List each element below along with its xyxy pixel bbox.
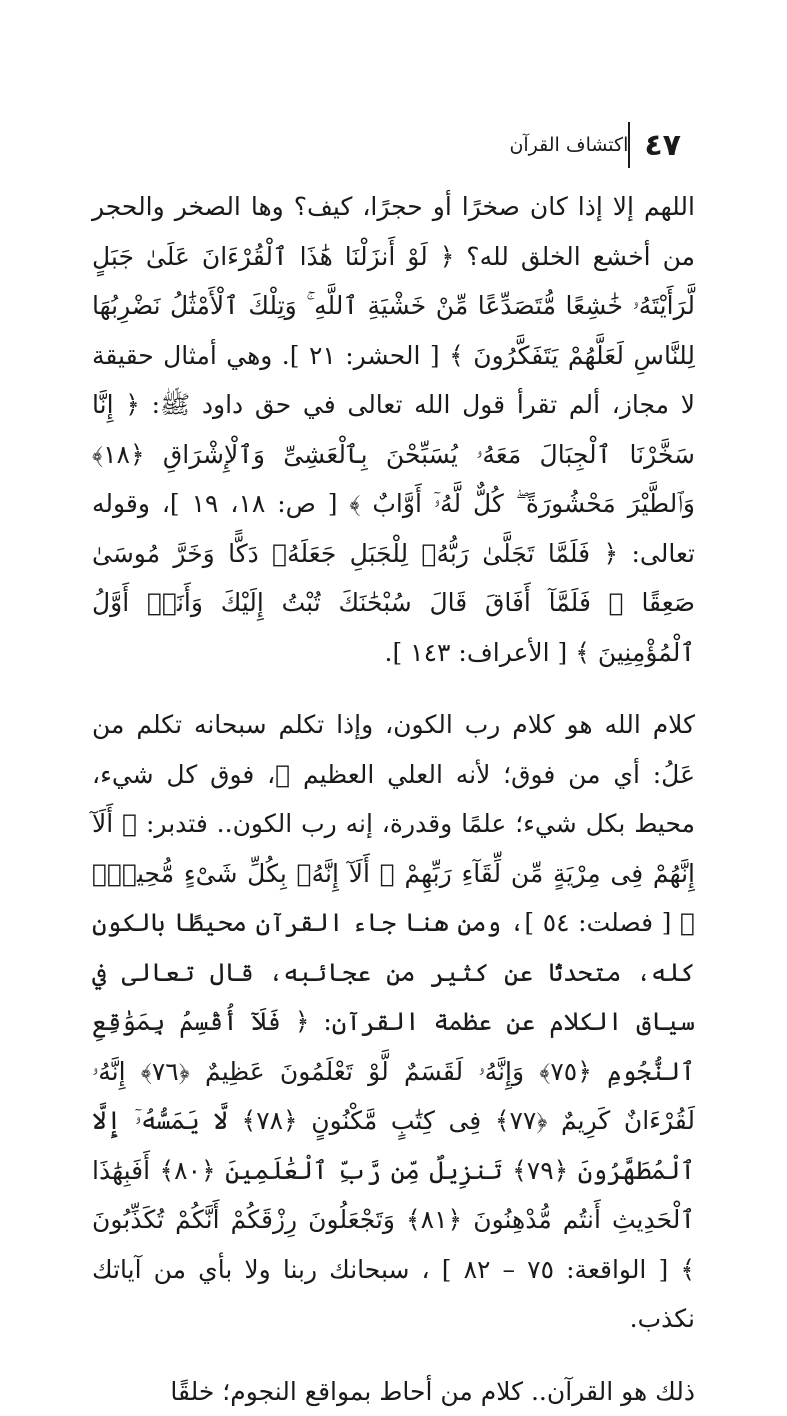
paragraph-3: ذلك هو القرآن.. كلام من أحاط بمواقع النجوم؛ خلقًا [92, 1367, 695, 1416]
paragraph-2: كلام الله هو كلام رب الكون، وإذا تكلم سبحانه تكلم من عَلُ: أي من فوق؛ لأنه العلي العظيم ﷻ، فوق كل شيء، محيط بكل شيء؛ علمًا وقدرة، إنه رب الكون.. فتدبر: ﴿ أَلَآ إِنَّهُمْ فِى مِرْيَةٍ مِّن لِّقَآءِ رَبِّهِمْ ۗ أَلَآ إِنَّهُۥ بِكُلِّ شَىْءٍ مُّحِيطٌۢ ﴾ [ فصلت: ٥٤ ]، ومن هنا جاء القرآن محيطًا بالكون كله، متحدثًا عن كثير من عجائبه، قال تعالى في سياق الكلام عن عظمة القرآن: ﴿ فَلَآ أُقْسِمُ بِمَوَٰقِعِ ٱلنُّجُومِ ﴿٧٥﴾ وَإِنَّهُۥ لَقَسَمٌ لَّوْ تَعْلَمُونَ عَظِيمٌ ﴿٧٦﴾ إِنَّهُۥ لَقُرْءَانٌ كَرِيمٌ ﴿٧٧﴾ فِى كِتَٰبٍ مَّكْنُونٍ ﴿٧٨﴾ لَّا يَمَسُّهُۥٓ إِلَّا ٱلْمُطَهَّرُونَ ﴿٧٩﴾ تَنزِيلٌ مِّن رَّبِّ ٱلْعَٰلَمِينَ ﴿٨٠﴾ أَفَبِهَٰذَا ٱلْحَدِيثِ أَنتُم مُّدْهِنُونَ ﴿٨١﴾ وَتَجْعَلُونَ رِزْقَكُمْ أَنَّكُمْ تُكَذِّبُونَ ﴾ [ الواقعة: ٧٥ – ٨٢ ] ، سبحانك ربنا ولا بأي من آياتك نكذب. [92, 700, 695, 1344]
running-title: اكتشاف القرآن [509, 134, 628, 156]
header-divider [628, 122, 630, 168]
page-number: ٤٧ [644, 128, 681, 163]
paragraph-1: اللهم إلا إذا كان صخرًا أو حجرًا، كيف؟ وها الصخر والحجر من أخشع الخلق لله؟ ﴿ لَوْ أَنزَلْنَا هَٰذَا ٱلْقُرْءَانَ عَلَىٰ جَبَلٍ لَّرَأَيْتَهُۥ خَٰشِعًا مُّتَصَدِّعًا مِّنْ خَشْيَةِ ٱللَّهِ ۚ وَتِلْكَ ٱلْأَمْثَٰلُ نَضْرِبُهَا لِلنَّاسِ لَعَلَّهُمْ يَتَفَكَّرُونَ ﴾ [ الحشر: ٢١ ]. وهي أمثال حقيقة لا مجاز، ألم تقرأ قول الله تعالى في حق داود ﷺ: ﴿ إِنَّا سَخَّرْنَا ٱلْجِبَالَ مَعَهُۥ يُسَبِّحْنَ بِٱلْعَشِىِّ وَٱلْإِشْرَاقِ ﴿١٨﴾ وَٱلطَّيْرَ مَحْشُورَةً ۖ كُلٌّ لَّهُۥٓ أَوَّابٌ ﴾ [ ص: ١٨، ١٩ ]، وقوله تعالى: ﴿ فَلَمَّا تَجَلَّىٰ رَبُّهُۥ لِلْجَبَلِ جَعَلَهُۥ دَكًّا وَخَرَّ مُوسَىٰ صَعِقًا ۚ فَلَمَّآ أَفَاقَ قَالَ سُبْحَٰنَكَ تُبْتُ إِلَيْكَ وَأَنَا۠ أَوَّلُ ٱلْمُؤْمِنِينَ ﴾ [ الأعراف: ١٤٣ ]. [92, 182, 695, 677]
book-page [92, 118, 695, 1416]
page-header [92, 118, 695, 172]
